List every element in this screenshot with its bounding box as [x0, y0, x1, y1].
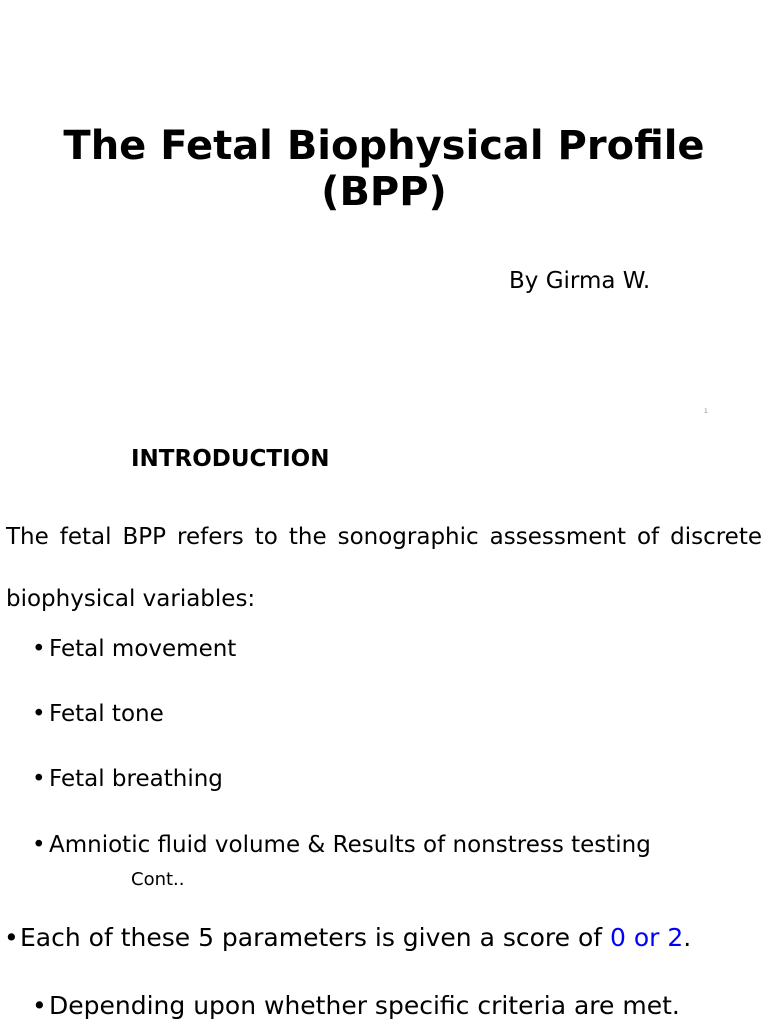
list-item [32, 764, 223, 794]
continued-label: Cont.. [131, 869, 185, 890]
list-item [32, 830, 651, 860]
scoring-suffix: . [683, 923, 692, 952]
bullet-icon: • [32, 701, 46, 727]
author-byline: By Girma W. [509, 268, 651, 294]
bullet-icon: • [32, 991, 47, 1020]
list-item [32, 699, 164, 729]
score-highlight: 0 or 2 [610, 923, 684, 952]
list-item-text: Fetal breathing [49, 766, 223, 792]
list-item-text: Amniotic fluid volume & Results of nonstress testing [49, 832, 651, 858]
bullet-icon: • [32, 832, 46, 858]
section-heading: INTRODUCTION [131, 446, 330, 472]
scoring-text: Each of these 5 parameters is given a score of [20, 923, 611, 952]
bullet-icon: • [32, 636, 46, 662]
intro-paragraph: The fetal BPP refers to the sonographic assessment of discrete biophysical variables: [6, 524, 762, 612]
title-line-2: (BPP) [321, 169, 447, 215]
slide-title [0, 123, 768, 215]
bullet-icon: • [32, 766, 46, 792]
criteria-text: Depending upon whether specific criteria are met. [49, 991, 680, 1020]
criteria-bullet [32, 989, 680, 1023]
title-line-1: The Fetal Biophysical Profile [63, 123, 705, 169]
scoring-bullet [4, 921, 691, 955]
list-item-text: Fetal tone [49, 701, 164, 727]
bullet-icon: • [4, 923, 19, 952]
page-number: 1 [704, 408, 708, 415]
list-item [32, 634, 236, 664]
list-item-text: Fetal movement [49, 636, 237, 662]
